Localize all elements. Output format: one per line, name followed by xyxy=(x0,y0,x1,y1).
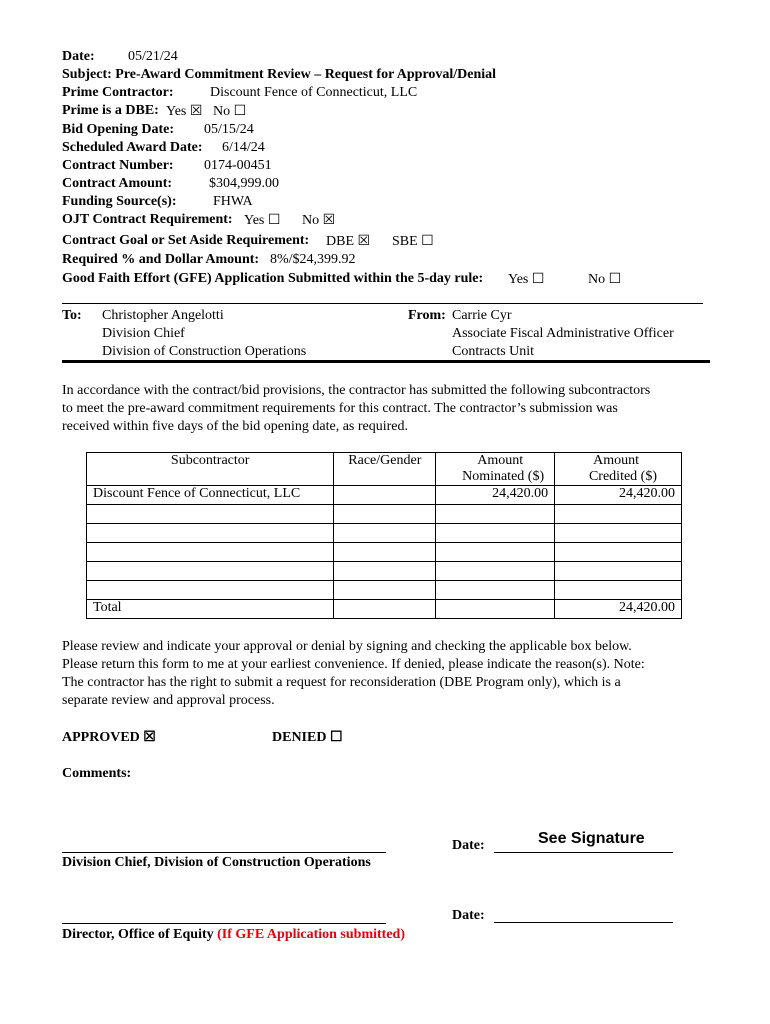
prime-contractor-value: Discount Fence of Connecticut, LLC xyxy=(210,85,418,100)
prime-dbe-label: Prime is a DBE: xyxy=(62,103,159,118)
funding-source-value: FHWA xyxy=(213,194,253,209)
table-row xyxy=(87,581,682,600)
bid-opening-value: 05/15/24 xyxy=(204,122,254,137)
instructions-line-3: The contractor has the right to submit a request for reconsideration (DBE Program only), which is a xyxy=(62,675,621,690)
row-amount-nominated: 24,420.00 xyxy=(436,486,555,505)
division-chief-signature-line[interactable] xyxy=(62,852,386,853)
gfe-yes-checkbox[interactable]: Yes ☐ xyxy=(508,272,545,287)
goal-dbe-checkbox[interactable]: DBE ☒ xyxy=(326,234,371,249)
row-subcontractor: Discount Fence of Connecticut, LLC xyxy=(87,486,334,505)
table-row xyxy=(87,562,682,581)
contract-amount-label: Contract Amount: xyxy=(62,176,173,191)
instructions-line-2: Please return this form to me at your earliest convenience. If denied, please indicate the reason(s). Note: xyxy=(62,657,645,672)
memo-top-rule xyxy=(62,303,703,304)
contract-number-value: 0174-00451 xyxy=(204,158,272,173)
denied-checkbox[interactable]: DENIED ☐ xyxy=(272,730,343,745)
ojt-yes-checkbox[interactable]: Yes ☐ xyxy=(244,213,281,228)
instructions-line-1: Please review and indicate your approval or denial by signing and checking the applicable box below. xyxy=(62,639,632,654)
approved-checkbox[interactable]: APPROVED ☒ xyxy=(62,730,156,745)
contract-number-label: Contract Number: xyxy=(62,158,174,173)
row-race-gender xyxy=(334,486,436,505)
header-amount-credited: Amount Credited ($) xyxy=(555,453,682,486)
director-caption xyxy=(62,927,405,943)
comments-label: Comments: xyxy=(62,766,132,781)
table-row xyxy=(87,505,682,524)
from-title: Associate Fiscal Administrative Officer xyxy=(452,326,674,341)
director-date-label: Date: xyxy=(452,908,485,923)
date-value: 05/21/24 xyxy=(128,49,178,64)
instructions-line-4: separate review and approval process. xyxy=(62,693,275,708)
from-label: From: xyxy=(408,308,446,323)
from-name: Carrie Cyr xyxy=(452,308,512,323)
ojt-label: OJT Contract Requirement: xyxy=(62,212,233,227)
division-chief-date-line[interactable] xyxy=(494,852,673,853)
contract-goal-label: Contract Goal or Set Aside Requirement: xyxy=(62,233,310,248)
director-gfe-note: (If GFE Application submitted) xyxy=(217,927,405,942)
table-row xyxy=(87,543,682,562)
gfe-label: Good Faith Effort (GFE) Application Submitted within the 5-day rule: xyxy=(62,271,484,286)
award-date-label: Scheduled Award Date: xyxy=(62,140,203,155)
funding-source-label: Funding Source(s): xyxy=(62,194,177,209)
required-amount-label: Required % and Dollar Amount: xyxy=(62,252,260,267)
director-signature-line[interactable] xyxy=(62,923,386,924)
director-date-line[interactable] xyxy=(494,922,673,923)
total-credited: 24,420.00 xyxy=(555,600,682,619)
header-subcontractor: Subcontractor xyxy=(87,453,334,486)
intro-line-1: In accordance with the contract/bid provisions, the contractor has submitted the following subcontractors xyxy=(62,383,651,398)
see-signature-text: See Signature xyxy=(538,830,645,847)
division-chief-date-label: Date: xyxy=(452,838,485,853)
subject-line: Subject: Pre-Award Commitment Review – Request for Approval/Denial xyxy=(62,67,497,82)
intro-line-2: to meet the pre-award commitment requirements for this contract. The contractor’s submission was xyxy=(62,401,618,416)
ojt-no-checkbox[interactable]: No ☒ xyxy=(302,213,336,228)
award-date-value: 6/14/24 xyxy=(222,140,265,155)
to-name: Christopher Angelotti xyxy=(102,308,224,323)
header-race-gender: Race/Gender xyxy=(334,453,436,486)
division-chief-caption: Division Chief, Division of Construction Operations xyxy=(62,855,371,870)
director-title: Director, Office of Equity xyxy=(62,927,214,942)
prime-dbe-yes-checkbox[interactable]: Yes ☒ xyxy=(166,104,203,119)
intro-line-3: received within five days of the bid opening date, as required. xyxy=(62,419,408,434)
from-department: Contracts Unit xyxy=(452,344,535,359)
to-department: Division of Construction Operations xyxy=(102,344,307,359)
total-label: Total xyxy=(87,600,334,619)
table-header-row xyxy=(87,453,682,486)
header-amount-nominated: Amount Nominated ($) xyxy=(436,453,555,486)
to-label: To: xyxy=(62,308,82,323)
prime-dbe-no-checkbox[interactable]: No ☐ xyxy=(213,104,247,119)
date-label: Date: xyxy=(62,49,95,64)
table-row xyxy=(87,524,682,543)
row-amount-credited: 24,420.00 xyxy=(555,486,682,505)
subcontractor-table xyxy=(86,452,682,619)
gfe-no-checkbox[interactable]: No ☐ xyxy=(588,272,622,287)
bid-opening-label: Bid Opening Date: xyxy=(62,122,175,137)
to-title: Division Chief xyxy=(102,326,185,341)
contract-amount-value: $304,999.00 xyxy=(209,176,279,191)
table-total-row xyxy=(87,600,682,619)
table-row xyxy=(87,486,682,505)
memo-bottom-rule xyxy=(62,360,710,363)
goal-sbe-checkbox[interactable]: SBE ☐ xyxy=(392,234,434,249)
required-amount-value: 8%/$24,399.92 xyxy=(270,252,356,267)
prime-contractor-label: Prime Contractor: xyxy=(62,85,174,100)
